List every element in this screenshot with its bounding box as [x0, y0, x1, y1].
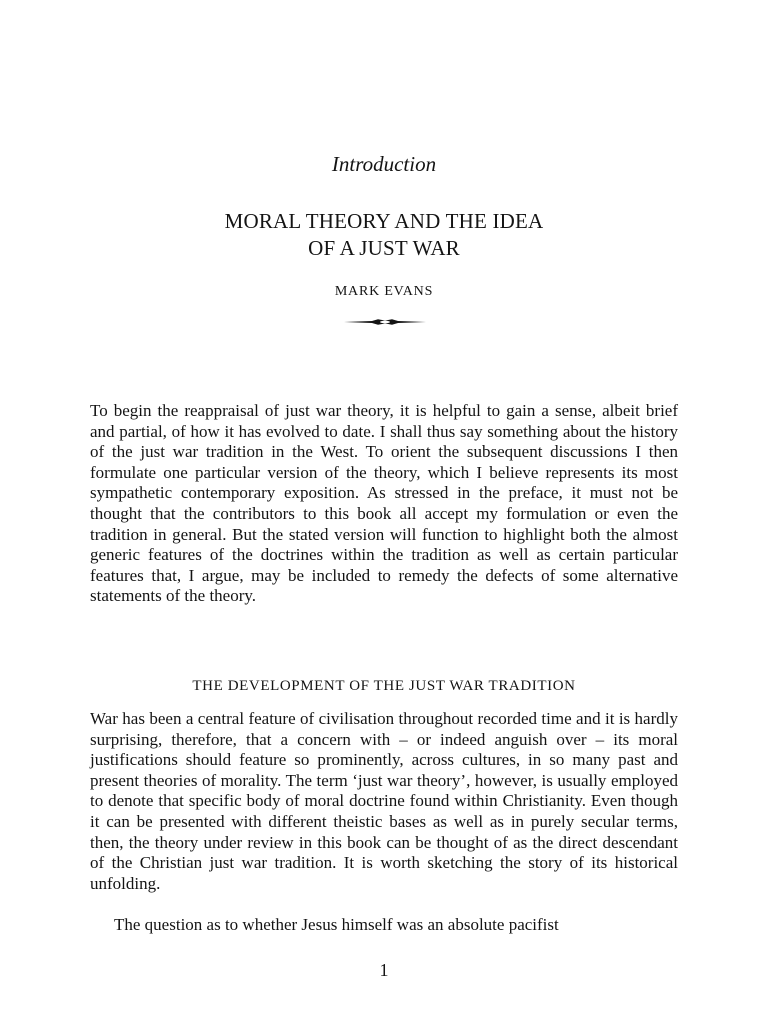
section-heading: THE DEVELOPMENT OF THE JUST WAR TRADITION: [192, 678, 576, 694]
ornamental-rule-icon: [342, 316, 428, 328]
body-paragraph: To begin the reappraisal of just war theory, it is helpful to gain a sense, albeit brief and partial, of how it has evolved to date. I shall thus say something about the history of the just war tradition in the West. To orient the subsequent discussions I then formulate one particular version of the theory, which I believe represents its most sympathetic contemporary exposition. As stressed in the preface, it must not be thought that the contributors to this book all accept my formulation or even the tradition in general. But the stated version will function to highlight both the almost generic features of the doctrines within the tradition as well as certain particular features that, I argue, may be included to remedy the defects of some alternative statements of the theory.: [90, 401, 678, 606]
body-paragraph: The question as to whether Jesus himself was an absolute pacifist: [114, 915, 559, 934]
chapter-title-line-2: OF A JUST WAR: [308, 236, 460, 260]
chapter-title-line-1: MORAL THEORY AND THE IDEA: [224, 209, 544, 233]
chapter-label: Introduction: [331, 152, 437, 176]
author-name: MARK EVANS: [334, 284, 434, 299]
page-number: 1: [379, 960, 389, 980]
chapter-title: [0, 208, 768, 262]
body-paragraph: War has been a central feature of civilisation throughout recorded time and it is hardly surprising, therefore, that a concern with – or indeed anguish over – its moral justifications should feature so prominently, across cultures, in so many past and present theories of morality. The term ‘just war theory’, however, is usually employed to denote that specific body of moral doctrine found within Christianity. Even though it can be presented with different theistic bases as well as in purely secular terms, then, the theory under review in this book can be thought of as the direct descendant of the Christian just war tradition. It is worth sketching the story of its historical unfolding.: [90, 709, 678, 893]
